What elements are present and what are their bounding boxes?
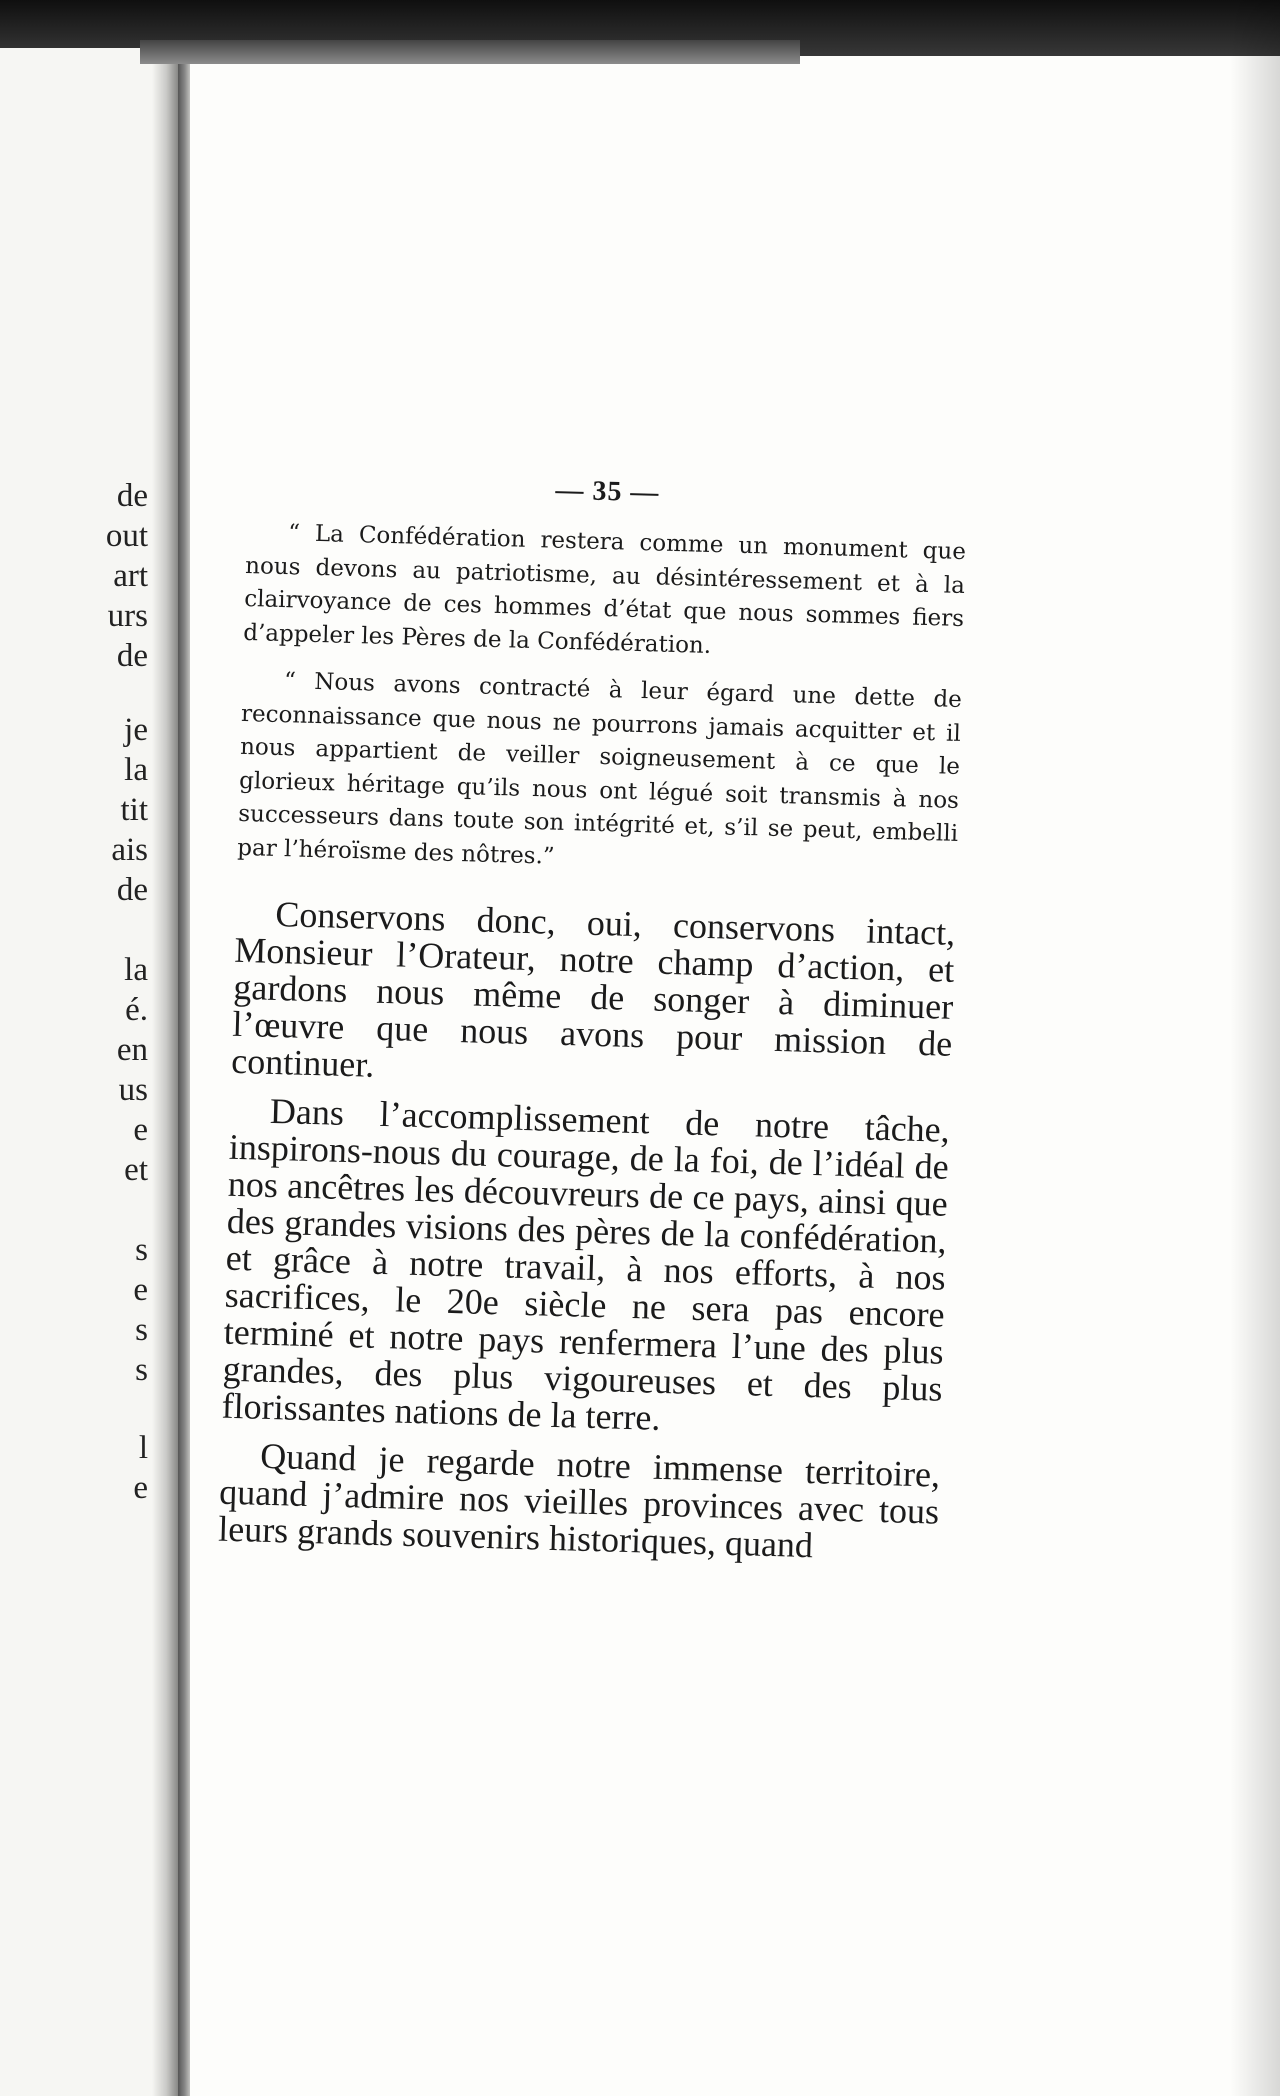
left-page-text-fragment: s bbox=[135, 1232, 148, 1268]
left-page-text-fragment: tit bbox=[120, 792, 148, 828]
left-page-text-fragment: de bbox=[116, 872, 148, 908]
left-page-text-fragment: en bbox=[116, 1032, 148, 1068]
left-page-edge bbox=[0, 48, 178, 2096]
left-page-text-fragment: et bbox=[124, 1152, 148, 1188]
right-edge-shadow bbox=[1230, 0, 1280, 2096]
quote-paragraph: “ La Confédération restera comme un monument que nous devons au patriotisme, au désintéressement et à la clairvoyance de ces hommes d’état que nous sommes fiers d’appeler les Pères de la Confédération. bbox=[242, 520, 967, 659]
left-page-text-fragment: la bbox=[124, 952, 148, 988]
left-page-text-fragment: urs bbox=[107, 598, 148, 634]
left-page-text-fragment: la bbox=[124, 752, 148, 788]
body-paragraph: Quand je regarde notre immense territoire, quand j’admire nos vieilles provinces avec tous leurs grands souvenirs historiques, quand bbox=[217, 1435, 941, 1566]
left-page-text-fragment: je bbox=[124, 712, 148, 748]
left-page-text-fragment: de bbox=[116, 638, 148, 674]
left-page-text-fragment: de bbox=[116, 478, 148, 514]
left-page-text-fragment: s bbox=[135, 1352, 148, 1388]
page-number: — 35 — bbox=[555, 474, 660, 509]
left-page-text-fragment: art bbox=[113, 558, 148, 594]
left-page-text-fragment: é. bbox=[125, 992, 148, 1028]
left-page-text-fragment: e bbox=[133, 1112, 148, 1148]
page-content bbox=[217, 466, 967, 1580]
body-paragraph: Conservons donc, oui, conservons intact, Monsieur l’Orateur, notre champ d’action, et gardons nous même de songer à diminuer l’œuvre que nous avons pour mission de continuer. bbox=[230, 893, 956, 1085]
body-paragraph: Dans l’accomplissement de notre tâche, inspirons-nous du courage, de la foi, de l’idéal de nos ancêtres les découvreurs de ce pays, ainsi que des grandes visions des pères de la confédération, et grâce à notre travail, à nos efforts, à nos sacrifices, le 20e siècle ne sera pas encore terminé et notre pays renfermera l’une des plus grandes, des plus vigoureuses et des plus florissantes nations de la terre. bbox=[221, 1090, 951, 1438]
page-top-edge-shadow bbox=[140, 40, 800, 64]
left-page-shadow bbox=[152, 48, 178, 2096]
left-page-text-fragment: s bbox=[135, 1312, 148, 1348]
left-page-text-fragment: e bbox=[133, 1272, 148, 1308]
left-page-text-fragment: us bbox=[118, 1072, 148, 1108]
left-page-text-fragment: ais bbox=[111, 832, 148, 868]
left-page-text-fragment: l bbox=[138, 1430, 148, 1466]
left-page-text-fragment: e bbox=[133, 1470, 148, 1506]
left-page-text-fragment: out bbox=[105, 518, 148, 554]
quote-paragraph: “ Nous avons contracté à leur égard une dette de reconnaissance que nous ne pourrons jamais acquitter et il nous appartient de veiller soigneusement à ce que le glorieux héritage qu’ils nous ont légué soit transmis à nos successeurs dans toute son intégrité et, s’il se peut, embelli par l’héroïsme des nôtres.” bbox=[236, 668, 963, 870]
